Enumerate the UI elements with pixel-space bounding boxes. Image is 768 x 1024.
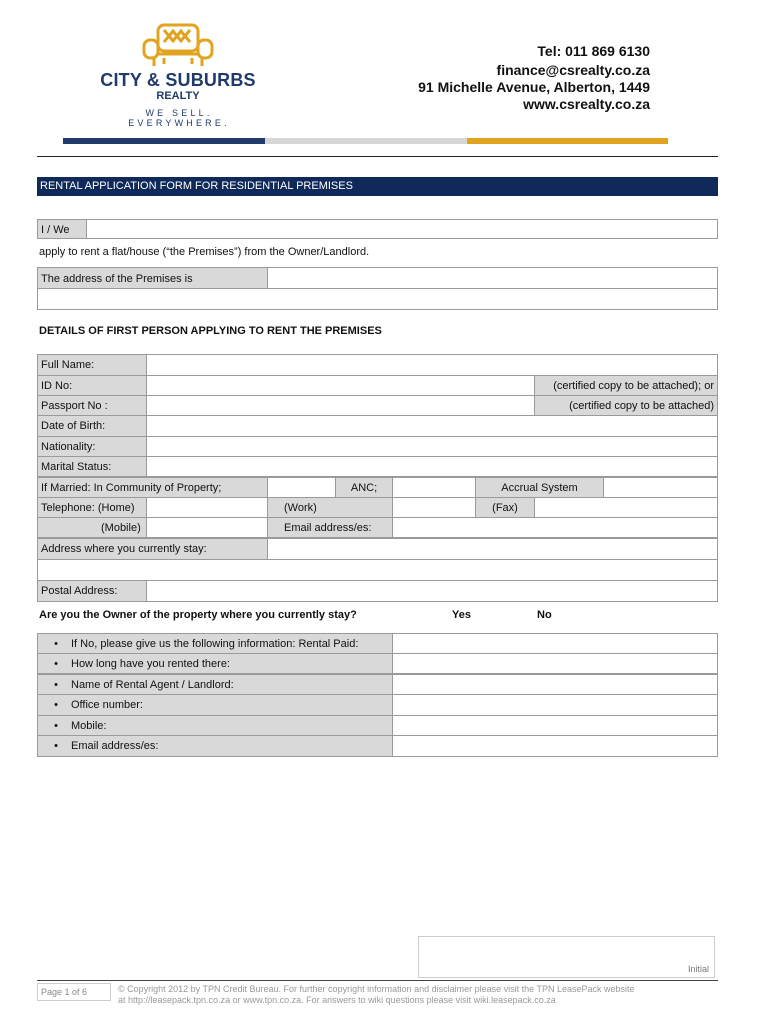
bullet-icon: • (54, 638, 58, 650)
postal-input[interactable] (146, 580, 718, 602)
brand-bar-navy (63, 138, 265, 144)
copyright-line-2: at http://leasepack.tpn.co.za or www.tpn.co.za. For answers to wiki questions please visit wiki.leasepack.co.za (118, 995, 556, 1005)
tel-home-input[interactable] (146, 497, 268, 518)
dob-label: Date of Birth: (37, 415, 147, 437)
bullet-icon: • (54, 699, 58, 711)
current-address-input-1[interactable] (267, 538, 718, 560)
initial-label: Initial (688, 964, 710, 974)
id-label: ID No: (37, 375, 147, 396)
fax-label: (Fax) (475, 497, 535, 518)
owner-yes-option[interactable]: Yes (452, 609, 471, 621)
tel-home-label: Telephone: (Home) (37, 497, 147, 518)
footer-divider (37, 980, 718, 981)
rental-item-label: • Office number: (37, 694, 393, 716)
page-number: Page 1 of 6 (37, 983, 111, 1001)
email-label: Email address/es: (267, 517, 393, 538)
mobile-label: (Mobile) (37, 517, 147, 538)
contact-website: www.csrealty.co.za (523, 96, 650, 112)
contact-address: 91 Michelle Avenue, Alberton, 1449 (418, 79, 650, 95)
anc-label: ANC; (335, 477, 393, 498)
apply-text: apply to rent a flat/house (“the Premises”) from the Owner/Landlord. (39, 246, 370, 258)
bullet-icon: • (54, 720, 58, 732)
marital-input[interactable] (146, 456, 718, 477)
rental-duration-input[interactable] (392, 653, 718, 674)
agent-mobile-input[interactable] (392, 715, 718, 736)
form-title: RENTAL APPLICATION FORM FOR RESIDENTIAL PREMISES (37, 177, 718, 196)
accrual-label: Accrual System (475, 477, 604, 498)
anc-input[interactable] (392, 477, 476, 498)
full-name-label: Full Name: (37, 354, 147, 376)
contact-tel: Tel: 011 869 6130 (537, 43, 650, 59)
rental-paid-input[interactable] (392, 633, 718, 654)
rental-item-label: • How long have you rented there: (37, 653, 393, 674)
full-name-input[interactable] (146, 354, 718, 376)
dob-input[interactable] (146, 415, 718, 437)
marital-label: Marital Status: (37, 456, 147, 477)
section1-title: DETAILS OF FIRST PERSON APPLYING TO RENT THE PREMISES (39, 325, 382, 337)
premises-address-input-1[interactable] (267, 267, 718, 289)
header-divider (37, 156, 718, 157)
owner-no-option[interactable]: No (537, 609, 552, 621)
passport-label: Passport No : (37, 395, 147, 416)
nationality-label: Nationality: (37, 436, 147, 457)
rental-item-label: • Name of Rental Agent / Landlord: (37, 674, 393, 695)
bullet-icon: • (54, 679, 58, 691)
bullet-icon: • (54, 740, 58, 752)
armchair-logo-icon (140, 22, 216, 70)
rental-item-label: • Email address/es: (37, 735, 393, 757)
current-address-label: Address where you currently stay: (37, 538, 268, 560)
brand-bar-gold (467, 138, 668, 144)
iwe-input[interactable] (86, 219, 718, 239)
company-tagline: WE SELL. EVERYWHERE. (128, 108, 230, 128)
id-input[interactable] (146, 375, 535, 396)
id-note: (certified copy to be attached); or (534, 375, 718, 396)
company-realty: REALTY (156, 90, 200, 102)
work-label: (Work) (267, 497, 393, 518)
passport-input[interactable] (146, 395, 535, 416)
mobile-input[interactable] (146, 517, 268, 538)
rental-agent-input[interactable] (392, 674, 718, 695)
bullet-icon: • (54, 658, 58, 670)
copyright-line-1: © Copyright 2012 by TPN Credit Bureau. For further copyright information and disclaimer please visit the TPN LeasePack website (118, 984, 635, 994)
rental-item-label: • Mobile: (37, 715, 393, 736)
email-input[interactable] (392, 517, 718, 538)
company-name: CITY & SUBURBS (100, 70, 256, 90)
agent-email-input[interactable] (392, 735, 718, 757)
iwe-label: I / We (37, 219, 87, 239)
initial-box[interactable] (418, 936, 715, 978)
passport-note: (certified copy to be attached) (534, 395, 718, 416)
married-label: If Married: In Community of Property; (37, 477, 268, 498)
community-property-input[interactable] (267, 477, 336, 498)
work-input[interactable] (392, 497, 476, 518)
nationality-input[interactable] (146, 436, 718, 457)
rental-item-label: • If No, please give us the following information: Rental Paid: (37, 633, 393, 654)
postal-label: Postal Address: (37, 580, 147, 602)
brand-bar-grey (265, 138, 467, 144)
premises-address-label: The address of the Premises is (37, 267, 268, 289)
premises-address-input-2[interactable] (37, 288, 718, 310)
owner-question: Are you the Owner of the property where you currently stay? (39, 609, 357, 621)
current-address-input-2[interactable] (37, 559, 718, 581)
fax-input[interactable] (534, 497, 718, 518)
contact-email: finance@csrealty.co.za (496, 62, 650, 78)
accrual-input[interactable] (603, 477, 718, 498)
office-number-input[interactable] (392, 694, 718, 716)
